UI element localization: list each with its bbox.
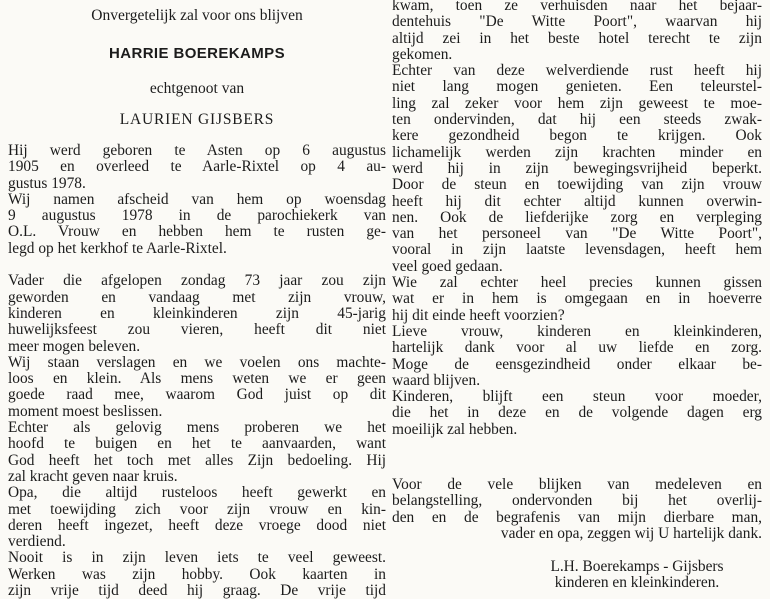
text-line: die het in deze en de volgende dagen erg bbox=[392, 404, 762, 422]
text-line: ten ondervinden, dat hij een steeds zwak- bbox=[392, 111, 762, 129]
text-line: kwam, toen ze verhuisden naar het bejaar- bbox=[392, 0, 762, 14]
text-line: Wie zal echter heel precies kunnen gissen bbox=[392, 274, 762, 292]
text-line: Nooit is in zijn leven iets te veel geweest. bbox=[8, 549, 386, 567]
spouse-name: LAURIEN GIJSBERS bbox=[119, 111, 275, 128]
text-line: lichamelijk werden zijn krachten minder en bbox=[392, 143, 762, 161]
blank-line bbox=[8, 257, 386, 273]
text-line: moeilijk zal hebben. bbox=[392, 420, 518, 438]
text-line: goede raad mee, waarom God juist op dit bbox=[8, 386, 386, 404]
text-line: hartelijk dank voor al uw liefde en zorg. bbox=[392, 339, 762, 357]
signature-names: L.H. Boerekamps - Gijsbers bbox=[550, 558, 724, 575]
text-line: belangstelling, ondervonden bij het overlij- bbox=[392, 492, 762, 510]
text-line: Wij namen afscheid van hem op woensdag bbox=[8, 190, 386, 208]
text-line: Kinderen, blijft een steun voor moeder, bbox=[392, 388, 762, 406]
text-line: huwelijksfeest zou vieren, heeft dit niet bbox=[8, 321, 386, 339]
text-line: Vader die afgelopen zondag 73 jaar zou zijn bbox=[8, 272, 386, 290]
text-line: 1905 en overleed te Aarle-Rixtel op 4 au- bbox=[8, 158, 386, 176]
signature-block bbox=[512, 559, 762, 592]
text-line: zijn vrije tijd deed hij graag. De vrije tijd bbox=[8, 582, 386, 599]
text-line: hoofd te buigen en het te aanvaarden, want bbox=[8, 435, 386, 453]
text-line: nen. Ook de liefderijke zorg en verpleging bbox=[392, 208, 762, 226]
right-body-text bbox=[392, 0, 762, 438]
text-line: waard blijven. bbox=[392, 371, 481, 389]
deceased-name: HARRIE BOEREKAMPS bbox=[109, 45, 285, 62]
text-line: Moge de eensgezindheid onder elkaar be- bbox=[392, 355, 762, 373]
text-line: altijd zei in het beste hotel terecht te zijn bbox=[392, 29, 762, 47]
text-line: Echter van deze welverdiende rust heeft hij bbox=[392, 62, 762, 80]
text-line: moment moest beslissen. bbox=[8, 402, 163, 420]
text-line: vader en opa, zeggen wij U hartelijk dank. bbox=[500, 524, 762, 542]
text-line: kinderen en kleinkinderen zijn 45-jarig bbox=[8, 304, 386, 322]
text-line: niet lang mogen genieten. Een teleurstel- bbox=[392, 78, 762, 96]
text-line: verdiend. bbox=[8, 533, 66, 551]
text-line: Voor de vele blijken van medeleven en bbox=[392, 476, 762, 493]
text-line: werd hij in zijn bewegingsvrijheid beperkt. bbox=[392, 159, 762, 177]
text-line: Door de steun en toewijding van zijn vrouw bbox=[392, 176, 762, 194]
thanks-paragraph bbox=[392, 477, 762, 542]
text-line: Opa, die altijd rusteloos heeft gewerkt en bbox=[8, 484, 386, 502]
text-line: hij dit einde heeft voorzien? bbox=[392, 306, 565, 324]
text-line: legd op het kerkhof te Aarle-Rixtel. bbox=[8, 239, 227, 257]
opening-line: Onvergetelijk zal voor ons blijven bbox=[91, 7, 303, 24]
text-line: geworden en vandaag met zijn vrouw, bbox=[8, 288, 386, 306]
signature-family: kinderen en kleinkinderen. bbox=[554, 574, 720, 592]
text-line: veel goed gedaan. bbox=[392, 257, 503, 275]
text-line: vooral in zijn laatste levensdagen, heeft hem bbox=[392, 241, 762, 259]
text-line: van het personeel van "De Witte Poort", bbox=[392, 225, 762, 243]
text-line: Hij werd geboren te Asten op 6 augustus bbox=[8, 142, 386, 159]
text-line: gekomen. bbox=[392, 45, 453, 63]
text-line: met toewijding zich voor zijn vrouw en kin- bbox=[8, 500, 386, 518]
text-line: wat er in hem is omgegaan en in hoeverre bbox=[392, 290, 762, 308]
text-line: zal kracht geven naar kruis. bbox=[8, 467, 178, 485]
text-line: den en de begrafenis van mijn dierbare man, bbox=[392, 508, 762, 526]
text-line: O.L. Vrouw en hebben hem te rusten ge- bbox=[8, 223, 386, 241]
text-line: heeft hij dit echter altijd kunnen overwin- bbox=[392, 192, 762, 210]
text-line: ling zal zeker voor hem zijn geweest te moe- bbox=[392, 94, 762, 112]
text-line: Echter als gelovig mens proberen we het bbox=[8, 419, 386, 437]
text-line: Lieve vrouw, kinderen en kleinkinderen, bbox=[392, 322, 762, 340]
text-line: Wij staan verslagen en we voelen ons machte- bbox=[8, 353, 386, 371]
text-line: kere gezondheid begon te krijgen. Ook bbox=[392, 127, 762, 145]
text-line: deren heeft ingezet, heeft deze vroege dood niet bbox=[8, 516, 386, 534]
text-line: God heeft het toch met alles Zijn bedoeling. Hij bbox=[8, 451, 386, 469]
text-line: dentehuis "De Witte Poort", waarvan hij bbox=[392, 13, 762, 31]
relation-line: echtgenoot van bbox=[149, 80, 245, 97]
text-line: 9 augustus 1978 in de parochiekerk van bbox=[8, 207, 386, 225]
text-line: loos en klein. Als mens weten we er geen bbox=[8, 370, 386, 388]
text-line: Werken was zijn hobby. Ook kaarten in bbox=[8, 565, 386, 583]
left-body-text bbox=[8, 143, 386, 599]
text-line: gustus 1978. bbox=[8, 174, 86, 192]
text-line: meer mogen beleven. bbox=[8, 337, 141, 355]
